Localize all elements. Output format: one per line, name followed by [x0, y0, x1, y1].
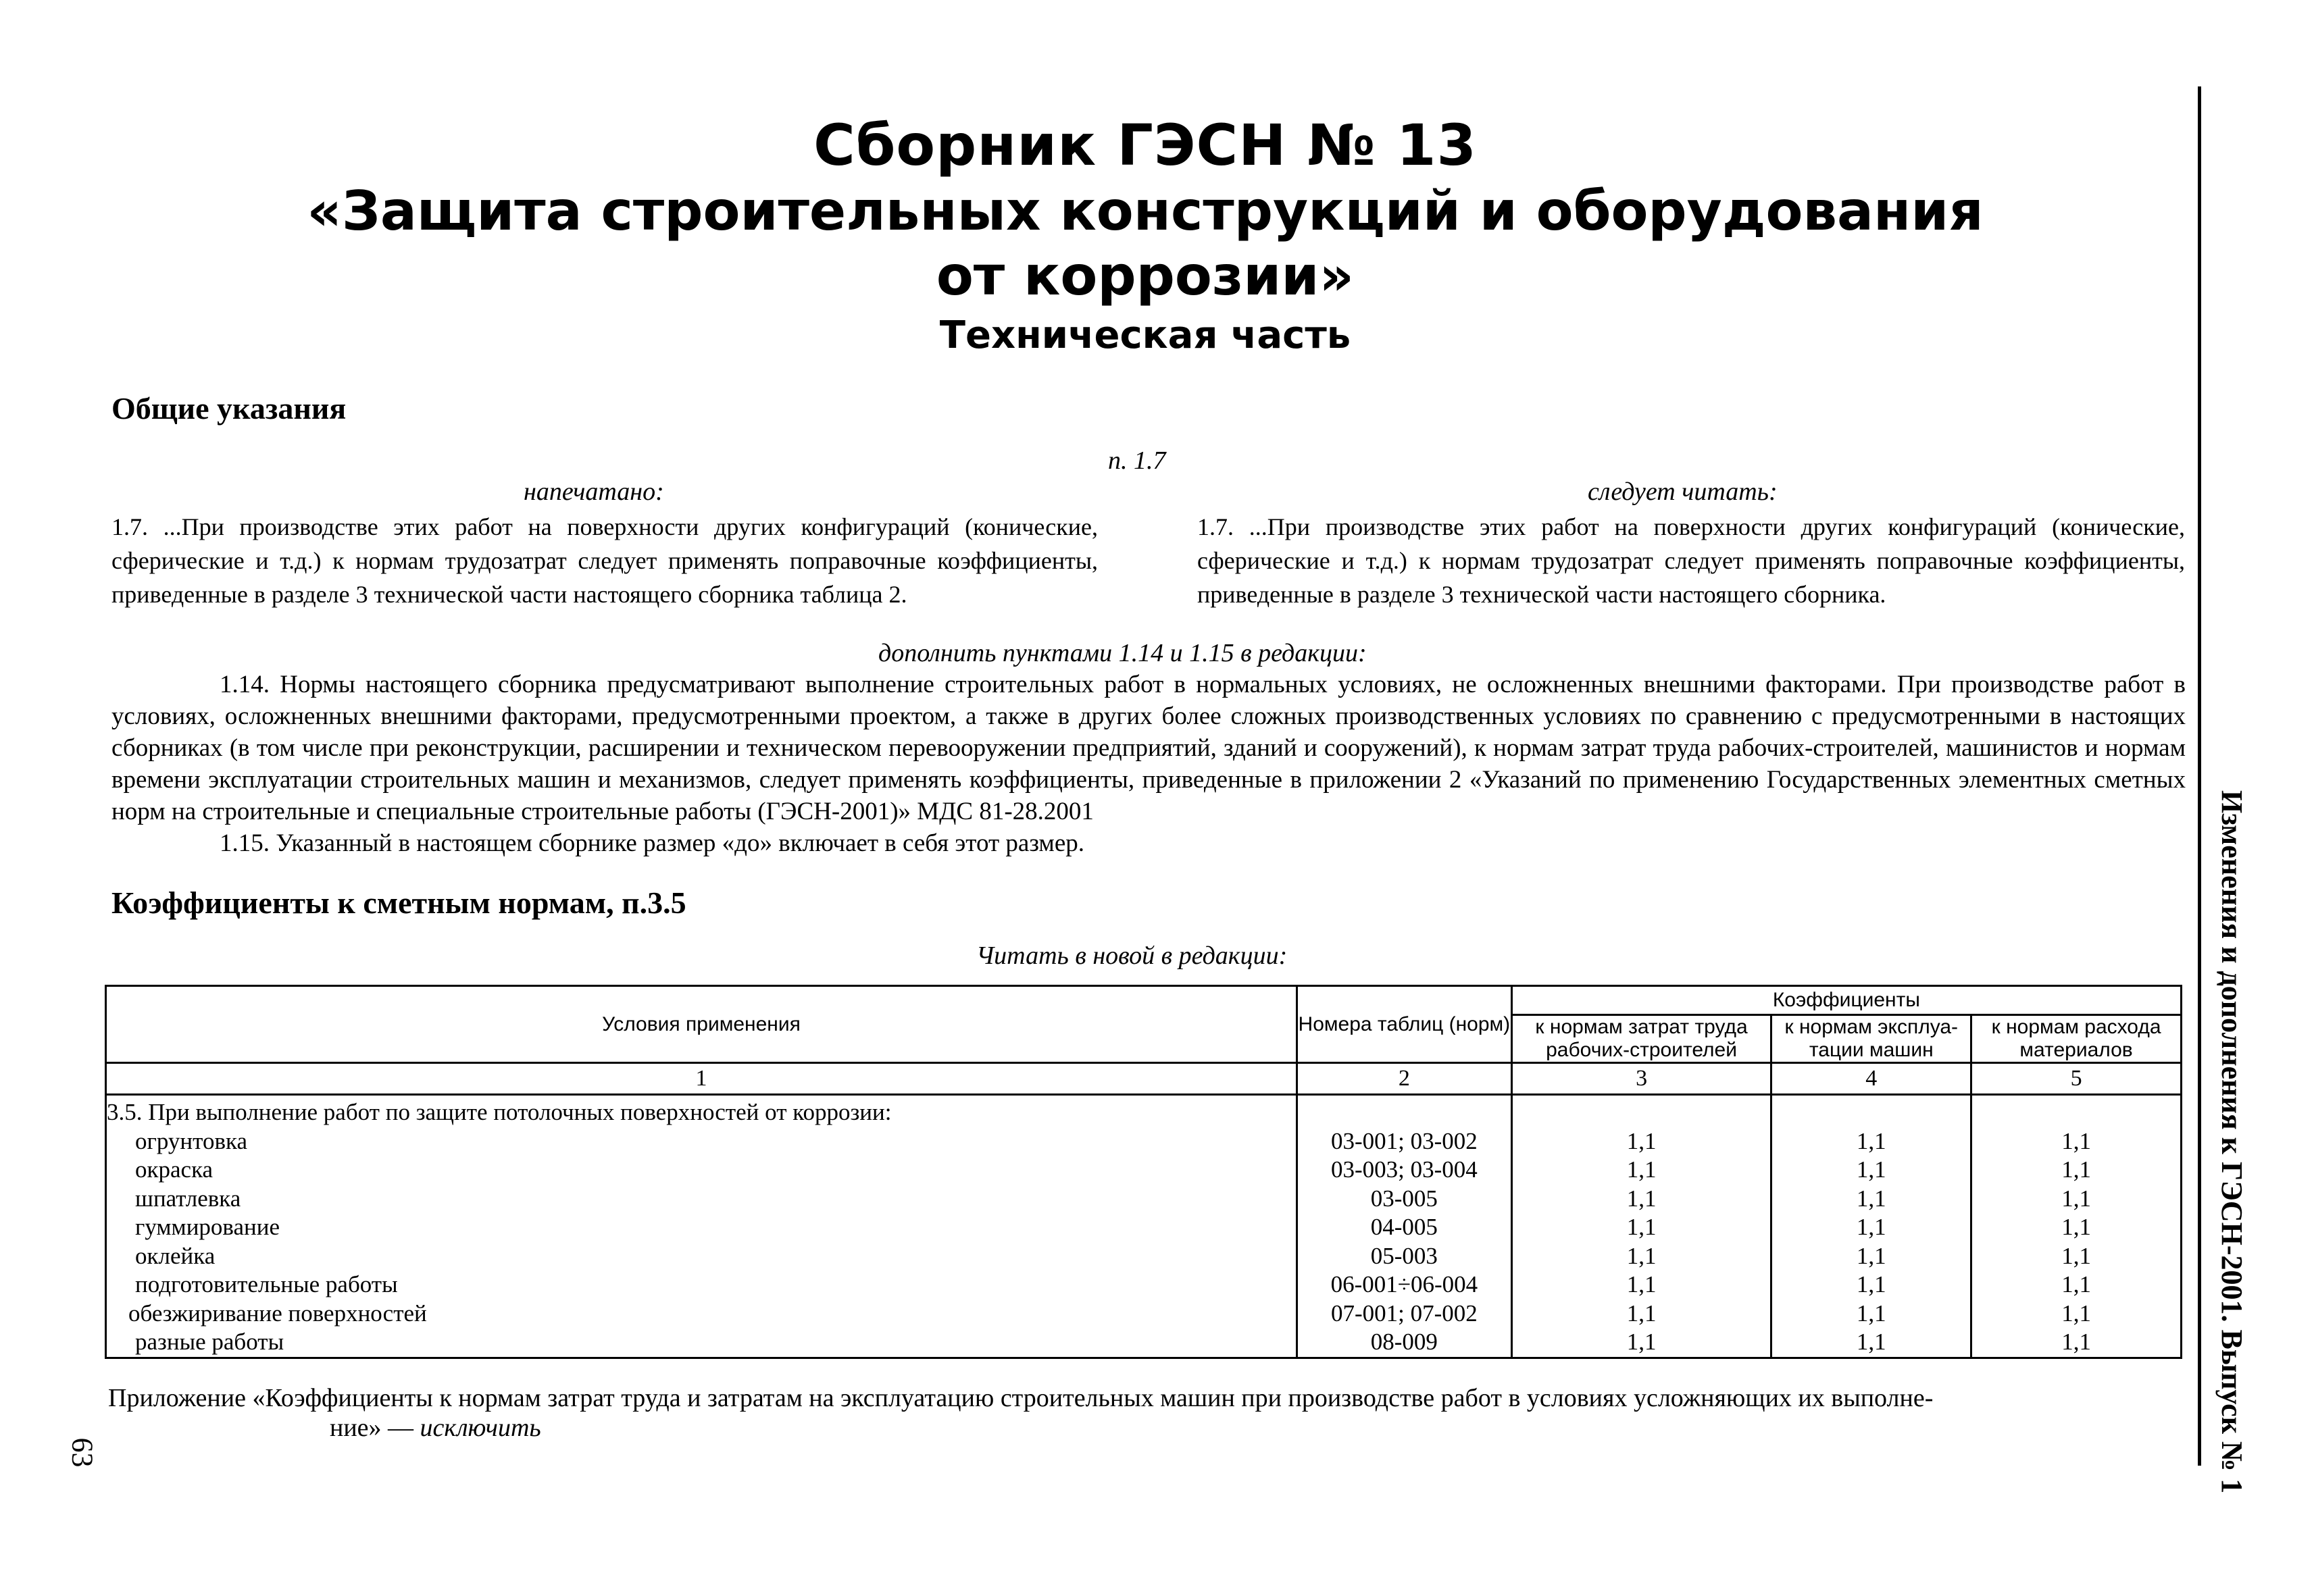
header-labor-coeff: к нормам затрат труда рабочих-строителей — [1511, 1015, 1771, 1063]
row-labor: 1,1 — [1511, 1213, 1771, 1242]
row-name: гуммирование — [106, 1213, 1297, 1242]
group-title: 3.5. При выполнение работ по защите потолочных поверхностей от коррозии: — [106, 1095, 1297, 1127]
table-row — [106, 1242, 2182, 1271]
row-tables: 04-005 — [1297, 1213, 1512, 1242]
title-line-3: от коррозии» — [936, 244, 1355, 307]
table-row — [106, 1299, 2182, 1329]
col-number-3: 3 — [1511, 1063, 1771, 1095]
row-machine: 1,1 — [1771, 1242, 1971, 1271]
printed-label: напечатано: — [524, 478, 664, 506]
row-material: 1,1 — [1971, 1156, 2182, 1185]
clause-reference: п. 1.7 — [1108, 446, 1166, 475]
row-labor: 1,1 — [1511, 1270, 1771, 1299]
row-material: 1,1 — [1971, 1242, 2182, 1271]
row-labor: 1,1 — [1511, 1156, 1771, 1185]
clause-1-15: 1.15. Указанный в настоящем сборнике размер «до» включает в себя этот размер. — [220, 829, 1085, 857]
row-name: окраска — [106, 1156, 1297, 1185]
new-clauses — [111, 669, 2186, 859]
appendix-note-text: ние» — — [330, 1414, 420, 1442]
read-text: 1.7. ...При производстве этих работ на поверхности других конфигураций (конические, сферические и т.д.) к нормам трудозатрат следует применять поправочные коэффициенты, приведенные в разделе 3 технической части настоящего сборника. — [1197, 513, 2185, 608]
row-labor: 1,1 — [1511, 1185, 1771, 1214]
row-name: шпатлевка — [106, 1185, 1297, 1214]
title-line-2: «Защита строительных конструкций и оборудования — [307, 180, 1984, 242]
row-material: 1,1 — [1971, 1328, 2182, 1358]
row-machine: 1,1 — [1771, 1127, 1971, 1156]
row-material: 1,1 — [1971, 1185, 2182, 1214]
row-tables: 05-003 — [1297, 1242, 1512, 1271]
appendix-note-action: исключить — [420, 1414, 541, 1442]
table-row — [106, 1156, 2182, 1185]
row-material: 1,1 — [1971, 1299, 2182, 1329]
supplement-label: дополнить пунктами 1.14 и 1.15 в редакции: — [878, 639, 1367, 667]
table-row — [106, 1127, 2182, 1156]
row-machine: 1,1 — [1771, 1185, 1971, 1214]
row-tables: 08-009 — [1297, 1328, 1512, 1358]
header-conditions: Условия применения — [106, 986, 1297, 1063]
row-name: разные работы — [106, 1328, 1297, 1358]
row-tables: 03-001; 03-002 — [1297, 1127, 1512, 1156]
row-machine: 1,1 — [1771, 1299, 1971, 1329]
header-table-numbers: Номера таблиц (норм) — [1297, 986, 1512, 1063]
sidebar-caption: Изменения и дополнения к ГЭСН-2001. Выпуск № 1 — [2215, 790, 2248, 1494]
table-row — [106, 1213, 2182, 1242]
clause-1-14: 1.14. Нормы настоящего сборника предусматривают выполнение строительных работ в нормальных условиях, не осложненных внешними факторами. При производстве работ в условиях, осложненных внешними факторами, предусмотренными проектом, а также в других более сложных производственных условиях по сравнению с предусмотренными в настоящих сборниках (в том числе при реконструкции, расширении и техническом перевооружении предприятий, зданий и сооружений), к нормам затрат труда рабочих-строителей, машинистов и нормам времени эксплуатации строительных машин и механизмов, следует применять коэффициенты, приведенные в приложении 2 «Указаний по применению Государственных элементных сметных норм на строительные и специальные строительные работы (ГЭСН-2001)» МДС 81-28.2001 — [111, 671, 2186, 825]
table-row — [106, 1270, 2182, 1299]
table-row — [106, 1185, 2182, 1214]
row-machine: 1,1 — [1771, 1270, 1971, 1299]
table-row — [106, 1328, 2182, 1358]
row-machine: 1,1 — [1771, 1328, 1971, 1358]
page-number: 63 — [66, 1437, 99, 1468]
row-machine: 1,1 — [1771, 1213, 1971, 1242]
appendix-note-line2 — [330, 1413, 541, 1443]
header-coefficients: Коэффициенты — [1511, 986, 2181, 1015]
printed-text: 1.7. ...При производстве этих работ на поверхности других конфигураций (конические, сферические и т.д.) к нормам трудозатрат следует применять поправочные коэффициенты, приведенные в разделе 3 технической части настоящего сборника таблица 2. — [111, 513, 1098, 608]
row-name: подготовительные работы — [106, 1270, 1297, 1299]
row-material: 1,1 — [1971, 1127, 2182, 1156]
row-name: огрунтовка — [106, 1127, 1297, 1156]
header-material-coeff: к нормам расхода материалов — [1971, 1015, 2182, 1063]
row-name: обезжиривание поверхностей — [106, 1299, 1297, 1329]
document-title — [108, 111, 2182, 363]
col-number-1: 1 — [106, 1063, 1297, 1095]
row-labor: 1,1 — [1511, 1299, 1771, 1329]
sidebar-rule — [2198, 86, 2201, 1466]
row-material: 1,1 — [1971, 1213, 2182, 1242]
general-heading: Общие указания — [111, 391, 347, 426]
row-name: оклейка — [106, 1242, 1297, 1271]
col-number-2: 2 — [1297, 1063, 1512, 1095]
row-labor: 1,1 — [1511, 1242, 1771, 1271]
title-subtitle: Техническая часть — [939, 313, 1351, 357]
read-new-label: Читать в новой в редакции: — [976, 942, 1288, 970]
row-labor: 1,1 — [1511, 1328, 1771, 1358]
row-tables: 06-001÷06-004 — [1297, 1270, 1512, 1299]
title-line-1: Сборник ГЭСН № 13 — [813, 112, 1477, 178]
row-machine: 1,1 — [1771, 1156, 1971, 1185]
row-material: 1,1 — [1971, 1270, 2182, 1299]
appendix-note-line1: Приложение «Коэффициенты к нормам затрат труда и затратам на эксплуатацию строительных машин при производстве работ в условиях усложняющих их выполне- — [108, 1384, 1934, 1412]
row-tables: 07-001; 07-002 — [1297, 1299, 1512, 1329]
read-label: следует читать: — [1588, 478, 1778, 506]
col-number-4: 4 — [1771, 1063, 1971, 1095]
col-number-5: 5 — [1971, 1063, 2182, 1095]
coefficients-heading: Коэффициенты к сметным нормам, п.3.5 — [111, 885, 686, 920]
row-tables: 03-003; 03-004 — [1297, 1156, 1512, 1185]
coefficients-table — [105, 985, 2182, 1359]
header-machine-coeff: к нормам эксплуа-тации машин — [1771, 1015, 1971, 1063]
row-labor: 1,1 — [1511, 1127, 1771, 1156]
row-tables: 03-005 — [1297, 1185, 1512, 1214]
